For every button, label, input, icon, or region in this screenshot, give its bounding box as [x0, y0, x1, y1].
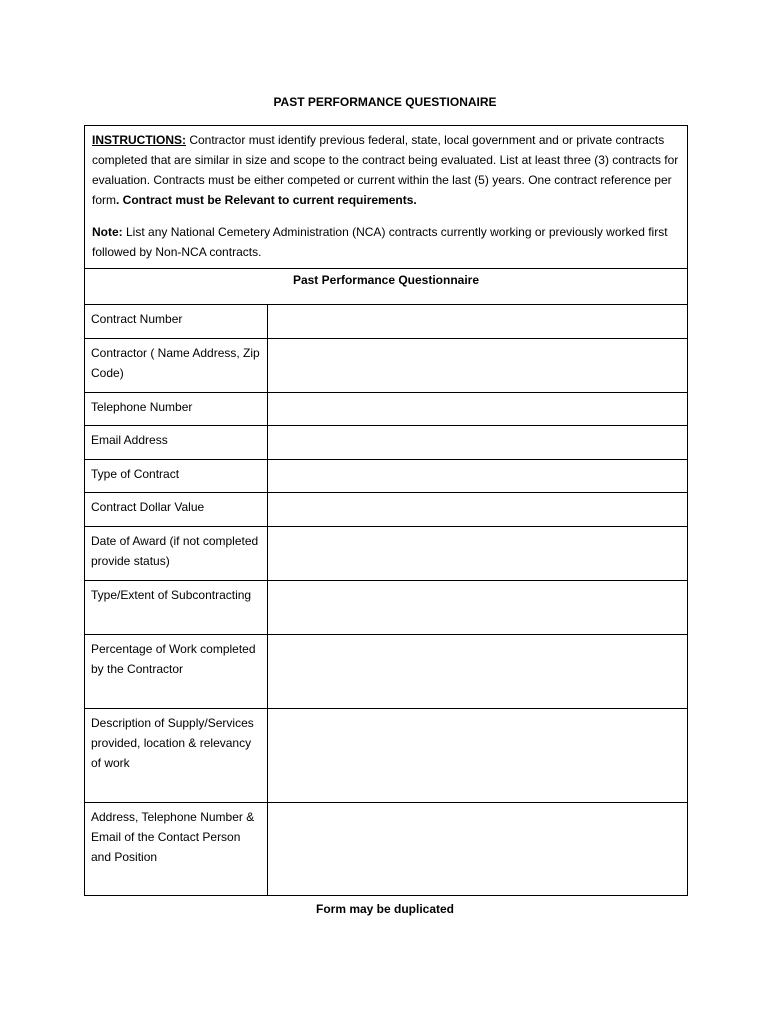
questionnaire-form — [84, 125, 688, 896]
field-row-date-of-award — [85, 526, 687, 580]
field-label: Address, Telephone Number & Email of the Contact Person and Position — [85, 802, 268, 895]
dollar-value-field[interactable] — [268, 492, 688, 526]
field-row-contact-person — [85, 802, 687, 895]
field-label: Type of Contract — [85, 459, 268, 492]
footer-note: Form may be duplicated — [315, 902, 455, 916]
field-label: Contract Dollar Value — [85, 492, 268, 526]
field-label: Date of Award (if not completed provide status) — [85, 526, 268, 580]
field-label: Telephone Number — [85, 392, 268, 425]
instructions-bold-text: . Contract must be Relevant to current requirements. — [116, 193, 417, 207]
field-row-subcontracting — [85, 580, 687, 634]
date-of-award-field[interactable] — [268, 526, 688, 580]
contact-person-field[interactable] — [268, 802, 688, 895]
contract-number-field[interactable] — [268, 305, 688, 338]
field-row-contractor — [85, 338, 687, 392]
field-row-description — [85, 708, 687, 802]
email-field[interactable] — [268, 425, 688, 459]
field-label: Contractor ( Name Address, Zip Code) — [85, 338, 268, 392]
instructions-text: Contractor must identify previous federal, state, local government and or private contracts completed that are similar in size and scope to the contract being evaluated. List at least three (3) contracts for evaluation. Contracts must be either competed or current within the last (5) years. One contract reference per form — [92, 133, 679, 207]
field-label: Type/Extent of Subcontracting — [85, 580, 268, 634]
field-row-email — [85, 425, 687, 459]
contract-type-field[interactable] — [268, 459, 688, 492]
instructions-paragraph — [92, 130, 681, 210]
contractor-field[interactable] — [268, 338, 688, 392]
instructions-label: INSTRUCTIONS: — [92, 133, 186, 147]
note-text: List any National Cemetery Administration (NCA) contracts currently working or previously worked first followed by Non-NCA contracts. — [92, 225, 668, 259]
note-paragraph — [92, 222, 681, 262]
field-row-dollar-value — [85, 492, 687, 526]
telephone-field[interactable] — [268, 392, 688, 425]
field-label: Email Address — [85, 425, 268, 459]
description-field[interactable] — [268, 708, 688, 802]
field-row-contract-type — [85, 459, 687, 492]
field-row-percentage — [85, 634, 687, 708]
field-label: Description of Supply/Services provided, location & relevancy of work — [85, 708, 268, 802]
form-subheader: Past Performance Questionnaire — [85, 269, 687, 305]
subcontracting-field[interactable] — [268, 580, 688, 634]
instructions-block — [85, 126, 687, 269]
field-label: Percentage of Work completed by the Contractor — [85, 634, 268, 708]
percentage-field[interactable] — [268, 634, 688, 708]
field-row-telephone — [85, 392, 687, 425]
page-title: PAST PERFORMANCE QUESTIONAIRE — [273, 95, 497, 109]
field-row-contract-number — [85, 305, 687, 338]
fields-table — [85, 305, 687, 895]
field-label: Contract Number — [85, 305, 268, 338]
note-label: Note: — [92, 225, 123, 239]
